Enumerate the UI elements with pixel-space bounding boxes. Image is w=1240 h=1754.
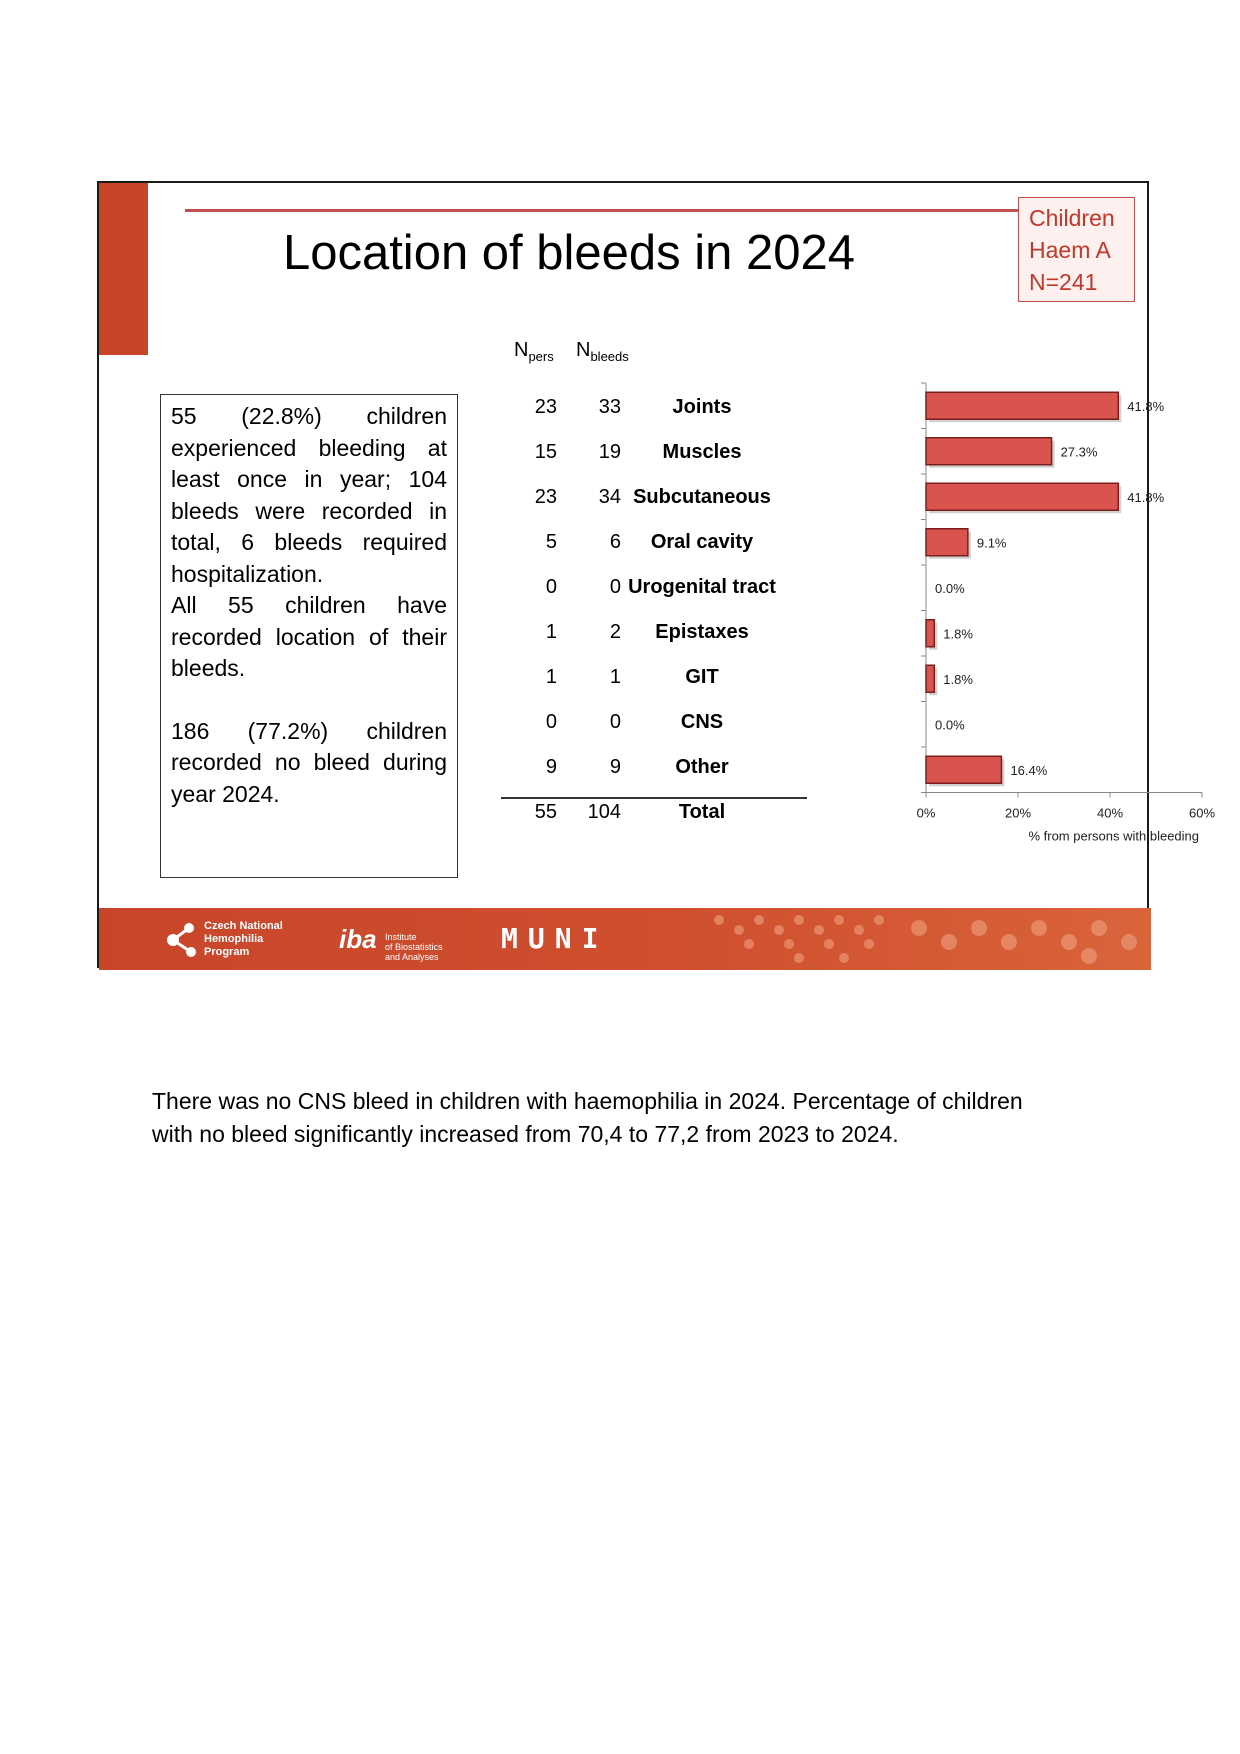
total-label: Total xyxy=(678,801,726,823)
nbleeds-cell: 0 xyxy=(609,576,621,598)
data-label: 1.8% xyxy=(943,626,973,642)
x-tick-label: 40% xyxy=(1096,805,1124,821)
location-label: CNS xyxy=(680,711,724,733)
badge-line: N=241 xyxy=(1029,269,1098,295)
iba-logo-mark: iba xyxy=(339,924,377,954)
npers-cell: 0 xyxy=(545,711,557,733)
bottom-note xyxy=(152,1085,1102,1151)
muni-logo: MUNI xyxy=(501,922,609,955)
slide xyxy=(97,181,1216,968)
x-tick-label: 20% xyxy=(1004,805,1032,821)
location-label: Joints xyxy=(672,396,732,418)
nbleeds-cell: 34 xyxy=(598,486,621,508)
summary-paragraph: 186 (77.2%) children recorded no bleed during year 2024. xyxy=(171,717,447,807)
total-rule xyxy=(501,797,807,799)
location-label: Oral cavity xyxy=(650,531,754,553)
npers-cell: 15 xyxy=(534,441,557,463)
bar xyxy=(926,438,1052,465)
npers-cell: 9 xyxy=(545,756,557,778)
bar xyxy=(926,392,1118,419)
nbleeds-cell: 2 xyxy=(609,621,621,643)
data-label: 1.8% xyxy=(943,671,973,687)
hemophilia-program-logo-icon xyxy=(165,922,201,958)
summary-paragraph: All 55 children have recorded location of their bleeds. xyxy=(171,592,447,681)
npers-total: 55 xyxy=(534,801,557,823)
cohort-badge xyxy=(1018,197,1135,302)
npers-cell: 1 xyxy=(545,621,557,643)
npers-cell: 5 xyxy=(545,531,557,553)
header-nbleeds: $N_{bleeds}$ xyxy=(576,339,629,364)
header-npers: $N_{pers}$ xyxy=(514,339,554,364)
nbleeds-cell: 1 xyxy=(609,666,621,688)
data-label: 0.0% xyxy=(935,717,965,733)
badge-line: Children xyxy=(1029,205,1115,231)
nbleeds-cell: 9 xyxy=(609,756,621,778)
bottom-note-line: There was no CNS bleed in children with haemophilia in 2024. Percentage of children xyxy=(152,1088,1023,1114)
data-label: 9.1% xyxy=(976,535,1007,551)
accent-block xyxy=(99,183,148,355)
nbleeds-cell: 19 xyxy=(598,441,621,463)
bar xyxy=(926,529,968,556)
footer-band xyxy=(99,908,1151,970)
location-label: Urogenital tract xyxy=(628,576,776,598)
data-label: 0.0% xyxy=(935,580,965,596)
summary-paragraph: 55 (22.8%) children experienced bleeding at least once in year; 104 bleeds were recorded in total, 6 bleeds required hospitalization. xyxy=(171,403,447,587)
bar xyxy=(926,665,934,692)
data-label: 16.4% xyxy=(1010,762,1048,778)
location-label: Muscles xyxy=(662,441,742,463)
title-rule xyxy=(185,209,1025,212)
bar-chart xyxy=(799,373,1216,844)
slide-title: Location of bleeds in 2024 xyxy=(282,226,856,280)
nbleeds-total: 104 xyxy=(587,801,621,823)
nbleeds-cell: 6 xyxy=(609,531,621,553)
data-label: 41.8% xyxy=(1127,489,1165,505)
bar xyxy=(926,620,934,647)
badge-line: Haem A xyxy=(1029,237,1111,263)
location-label: Epistaxes xyxy=(655,621,749,643)
npers-cell: 1 xyxy=(545,666,557,688)
summary-textbox xyxy=(160,394,458,878)
hemophilia-program-logo: Czech National Hemophilia Program xyxy=(204,920,283,958)
npers-cell: 0 xyxy=(545,576,557,598)
data-label: 41.8% xyxy=(1127,398,1165,414)
nbleeds-cell: 33 xyxy=(598,396,621,418)
x-axis-title: % from persons with bleeding xyxy=(1028,828,1199,844)
bottom-note-line: with no bleed significantly increased from 70,4 to 77,2 from 2023 to 2024. xyxy=(152,1121,899,1147)
location-label: Other xyxy=(675,756,729,778)
iba-logo-text: Institute of Biostatistics and Analyses xyxy=(385,932,443,962)
location-label: GIT xyxy=(685,666,719,688)
x-tick-label: 60% xyxy=(1188,805,1216,821)
location-label: Subcutaneous xyxy=(633,486,771,508)
bar xyxy=(926,483,1118,510)
npers-cell: 23 xyxy=(534,396,557,418)
data-label: 27.3% xyxy=(1060,444,1098,460)
x-tick-label: 0% xyxy=(916,805,936,821)
bar xyxy=(926,756,1001,783)
npers-cell: 23 xyxy=(534,486,557,508)
nbleeds-cell: 0 xyxy=(609,711,621,733)
